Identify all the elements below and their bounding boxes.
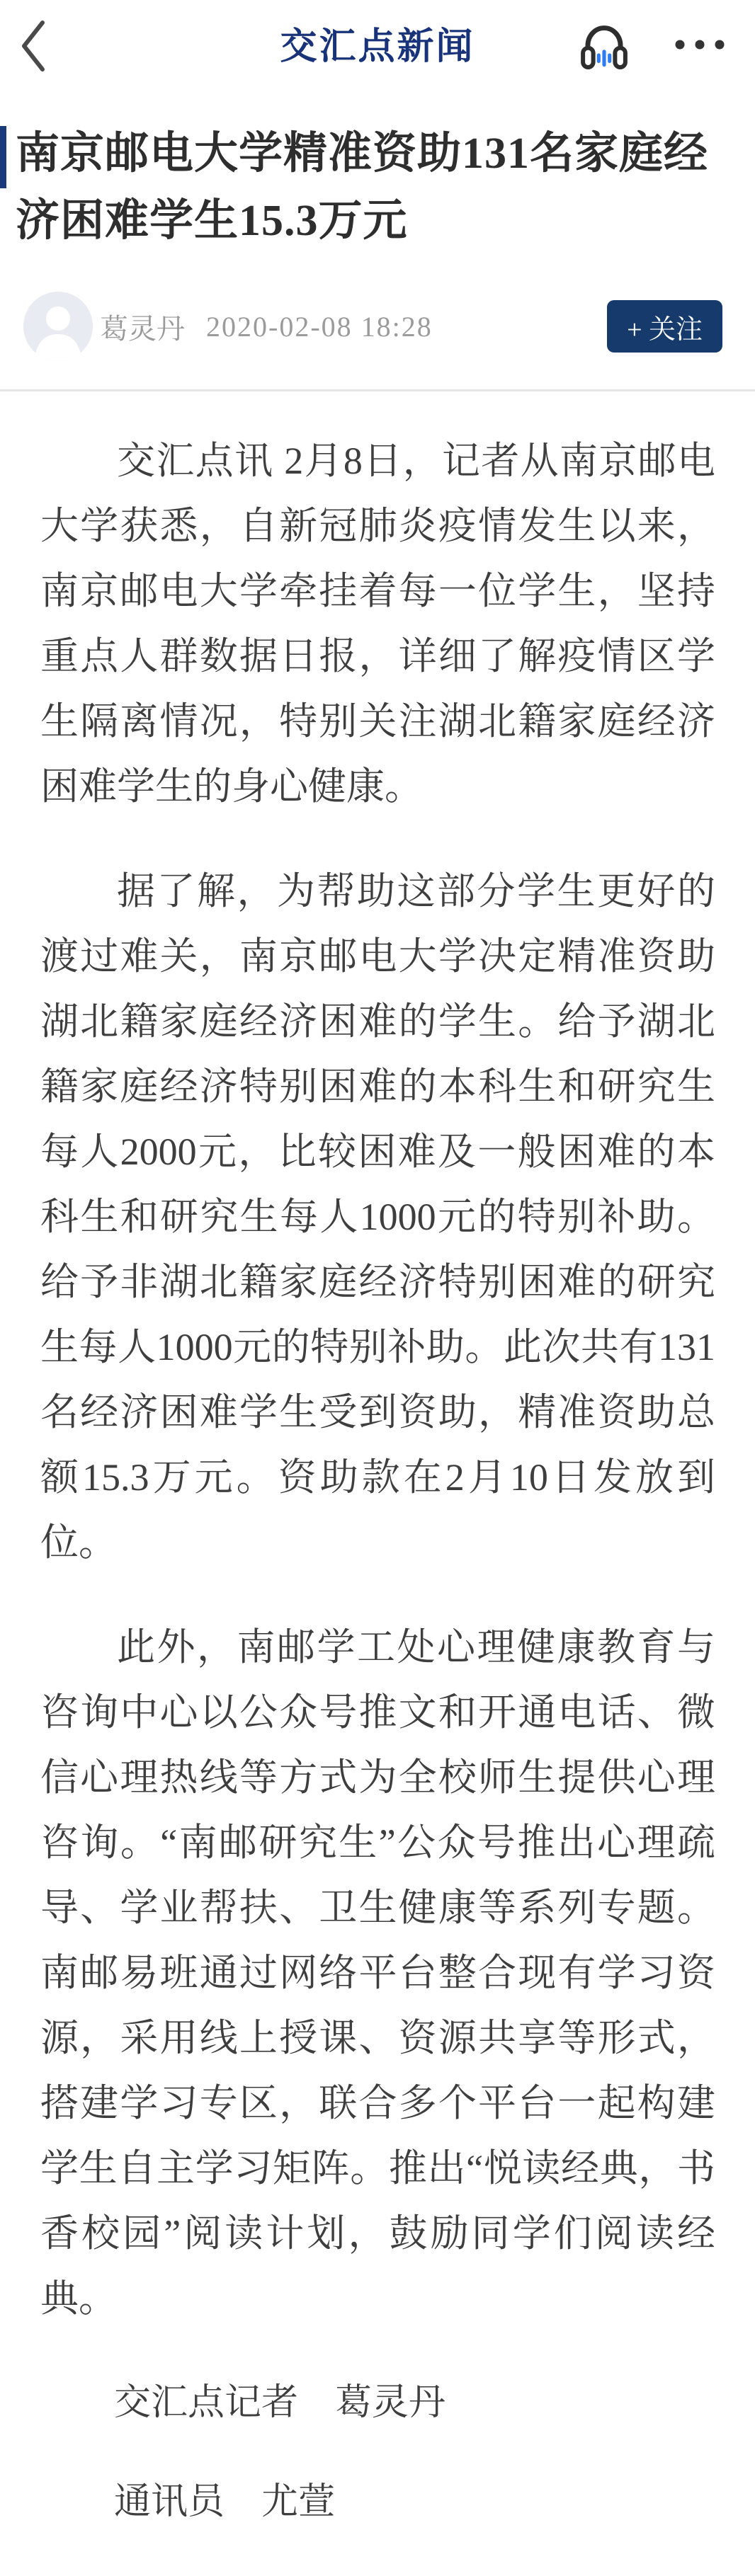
article-title-block: [16, 120, 731, 255]
title-accent-bar: [0, 126, 6, 188]
person-silhouette-icon: [23, 292, 93, 361]
reporter-signature: 交汇点记者 葛灵丹: [114, 2383, 446, 2423]
correspondent-signature: 通讯员 尤萱: [114, 2482, 336, 2522]
back-button[interactable]: [17, 18, 48, 74]
chevron-left-icon: [17, 65, 48, 76]
article-title: 南京邮电大学精准资助131名家庭经济困难学生15.3万元: [16, 130, 709, 245]
app-header: [0, 0, 755, 85]
app-title: 交汇点新闻: [280, 26, 475, 67]
avatar[interactable]: [23, 292, 93, 361]
author-name[interactable]: 葛灵丹: [100, 312, 185, 345]
listen-audio-button[interactable]: [575, 8, 633, 76]
article-body: [0, 391, 755, 2576]
article-paragraph: 据了解，为帮助这部分学生更好的渡过难关，南京邮电大学决定精准资助湖北籍家庭经济困难的学生。给予湖北籍家庭经济特别困难的本科生和研究生每人2000元，比较困难及一般困难的本科生和研究生每人1000元的特别补助。给予非湖北籍家庭经济特别困难的研究生每人1000元的特别补助。此次共有131名经济困难学生受到资助，精准资助总额15.3万元。资助款在2月10日发放到位。: [40, 870, 715, 1564]
article-paragraph: 交汇点讯 2月8日，记者从南京邮电大学获悉，自新冠肺炎疫情发生以来，南京邮电大学牵挂着每一位学生，坚持重点人群数据日报，详细了解疫情区学生隔离情况，特别关注湖北籍家庭经济困难学生的身心健康。: [40, 440, 715, 808]
article-paragraph: 此外，南邮学工处心理健康教育与咨询中心以公众号推文和开通电话、微信心理热线等方式为全校师生提供心理咨询。“南邮研究生”公众号推出心理疏导、学业帮扶、卫生健康等系列专题。南邮易班通过网络平台整合现有学习资源，采用线上授课、资源共享等形式，搭建学习专区，联合多个平台一起构建学生自主学习矩阵。推出“悦读经典，书香校园”阅读计划，鼓励同学们阅读经典。: [40, 1626, 715, 2320]
article-signatures: [40, 2371, 715, 2535]
headphones-icon: [575, 68, 633, 79]
publish-date: 2020-02-08 18:28: [206, 310, 433, 343]
more-menu-button[interactable]: [673, 31, 727, 59]
follow-button[interactable]: + 关注: [607, 300, 722, 353]
byline-row: [23, 292, 722, 361]
ellipsis-icon: [674, 43, 725, 54]
